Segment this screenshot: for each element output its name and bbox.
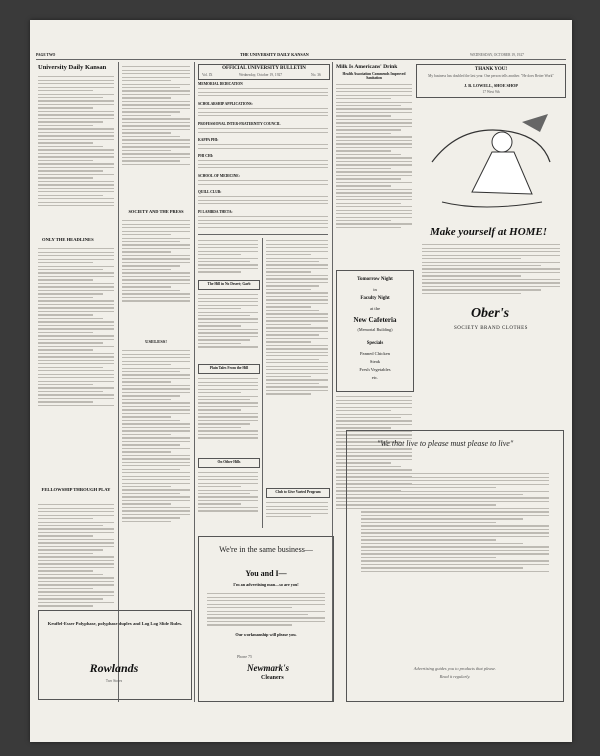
- article-body: [122, 348, 190, 524]
- business-title: We're in the same business—: [219, 545, 313, 554]
- article-body: [198, 292, 258, 350]
- bulletin-item: PHI CHI:: [198, 154, 214, 158]
- cafeteria-ad: [336, 270, 414, 392]
- illustration-line: [442, 202, 542, 207]
- cleaners-phone: Phone 75: [237, 654, 252, 659]
- bulletin-vol: Vol. IX: [202, 73, 213, 77]
- hill-title: The Hill in No Desert; Garb: [207, 282, 251, 286]
- bulletin-item: MEMORIAL DEDICATION: [198, 82, 243, 86]
- live-quote: "We that live to please must please to live": [377, 439, 514, 448]
- live-footer: Advertising guides you to products that please.: [413, 666, 497, 671]
- column-rule: [118, 62, 119, 702]
- cafeteria-line: Steak: [369, 359, 381, 364]
- figure-body: [472, 152, 532, 194]
- bulletin-item: PI LAMBDA THETA:: [198, 210, 233, 214]
- ad-text: Keuffel-Esser Polyphase, polyphase duplex and Log Log Slide Rules.: [47, 621, 183, 626]
- bulletin-text: [198, 126, 328, 135]
- slide-rule-ad: [38, 610, 192, 700]
- article-body: [198, 470, 258, 514]
- article-body: [198, 238, 258, 275]
- cafeteria-line: Panned Chicken: [360, 351, 390, 356]
- article-body: [38, 502, 114, 609]
- bulletin-text: [198, 178, 328, 187]
- plain-header: [198, 364, 260, 374]
- article-body: [266, 238, 328, 397]
- headline-only: ONLY THE HEADLINES: [42, 237, 94, 242]
- section-rule: [198, 234, 328, 235]
- article-body: [198, 376, 258, 441]
- cafeteria-line: Specials: [366, 341, 384, 346]
- staff-listing: [38, 74, 114, 209]
- article-body: [122, 218, 190, 304]
- obers-logo: Ober's: [470, 306, 510, 321]
- cleaners-word: Cleaners: [261, 675, 284, 681]
- headline-fellowship: FELLOWSHIP THROUGH PLAY: [41, 487, 111, 492]
- headline-useless: USELESS!: [145, 339, 167, 344]
- newspaper-page: [30, 20, 572, 742]
- bulletin-item: QUILL CLUB:: [198, 190, 222, 194]
- milk-subtitle: Health Association Commends Improved Sanitation: [342, 72, 406, 81]
- cafeteria-line: etc.: [371, 375, 379, 380]
- article-body: [336, 82, 412, 230]
- obers-sub: SOCIETY BRAND CLOTHES: [454, 326, 528, 331]
- shoe-shop-ad: [416, 64, 566, 98]
- cafeteria-line: Faculty Night: [360, 296, 390, 301]
- bulletin-text: [198, 194, 328, 207]
- milk-title: Milk Is Americans' Drink: [336, 64, 398, 70]
- club-title: Club to Give Varied Program: [275, 490, 321, 494]
- business-ad: [198, 536, 334, 702]
- bulletin-no: No. 36: [311, 73, 321, 77]
- bulletin-date: Wednesday, October 19, 1927: [239, 73, 283, 77]
- bulletin-title: OFFICIAL UNIVERSITY BULLETIN: [222, 66, 306, 71]
- thank-title: THANK YOU!: [474, 67, 508, 72]
- article-body: [38, 246, 114, 408]
- headline-society: SOCIETY AND THE PRESS: [128, 209, 184, 214]
- bulletin-text: [198, 158, 328, 171]
- home-title: Make yourself at HOME!: [430, 226, 548, 238]
- page-number: PAGE TWO: [36, 53, 56, 57]
- rowlands-sub: Two Stores: [105, 679, 123, 683]
- bulletin-text: [198, 142, 328, 151]
- live-footer2: Read it regularly.: [439, 674, 471, 679]
- article-body: [266, 500, 328, 520]
- bulletin-header: [198, 64, 330, 80]
- cafeteria-line: Tomorrow Night: [357, 277, 393, 282]
- thank-addr: 17 West 9th: [482, 90, 500, 94]
- hill-header: [198, 280, 260, 290]
- illustration-shape: [522, 114, 548, 132]
- thank-body: My business has doubled the last year. One person tells another. "He does Better Work": [428, 74, 554, 78]
- business-footer: Our workmanship will please you.: [235, 632, 297, 637]
- other-header: [198, 458, 260, 468]
- bulletin-item: PROFESSIONAL INTER-FRATERNITY COUNCIL: [198, 122, 281, 126]
- cartoon-illustration: [422, 102, 558, 222]
- cleaners-logo: Newmark's: [247, 663, 290, 673]
- cafeteria-line: (Memorial Building): [357, 327, 393, 332]
- column-rule: [262, 238, 263, 528]
- cafeteria-line: Fresh Vegetables: [359, 367, 391, 372]
- thank-name: J. B. LOWELL, SHOE SHOP: [464, 83, 518, 88]
- paper-name: THE UNIVERSITY DAILY KANSAN: [240, 52, 309, 57]
- bulletin-item: SCHOOL OF MEDICINE:: [198, 174, 240, 178]
- masthead-rule: [36, 59, 566, 60]
- figure-head: [492, 132, 512, 152]
- advertising-body: [361, 471, 549, 574]
- left-title: University Daily Kansan: [38, 64, 107, 71]
- cafeteria-line: New Cafeteria: [353, 316, 397, 324]
- cafeteria-line: at the: [369, 306, 381, 311]
- business-body: [207, 591, 325, 628]
- cafeteria-line: in: [373, 287, 377, 292]
- rowlands-logo: Rowlands: [89, 661, 139, 675]
- article-body: [422, 242, 560, 296]
- column-rule: [194, 62, 195, 702]
- bulletin-text: [198, 214, 328, 230]
- bulletin-item: SCHOLARSHIP APPLICATIONS:: [198, 102, 253, 106]
- business-you: You and I—: [245, 569, 287, 578]
- advertising-ad: [346, 430, 564, 702]
- bulletin-text: [198, 106, 328, 119]
- issue-date: WEDNESDAY, OCTOBER 19, 1927: [470, 53, 524, 57]
- bulletin-text: [198, 86, 328, 99]
- plain-title: Plain Tales From the Hill: [209, 366, 249, 370]
- business-tag: I'm an advertising man—so are you!: [233, 582, 299, 587]
- bulletin-item: KAPPA PHI:: [198, 138, 219, 142]
- club-header: [266, 488, 330, 498]
- article-body: [122, 64, 190, 167]
- other-title: On Other Hills: [217, 460, 241, 464]
